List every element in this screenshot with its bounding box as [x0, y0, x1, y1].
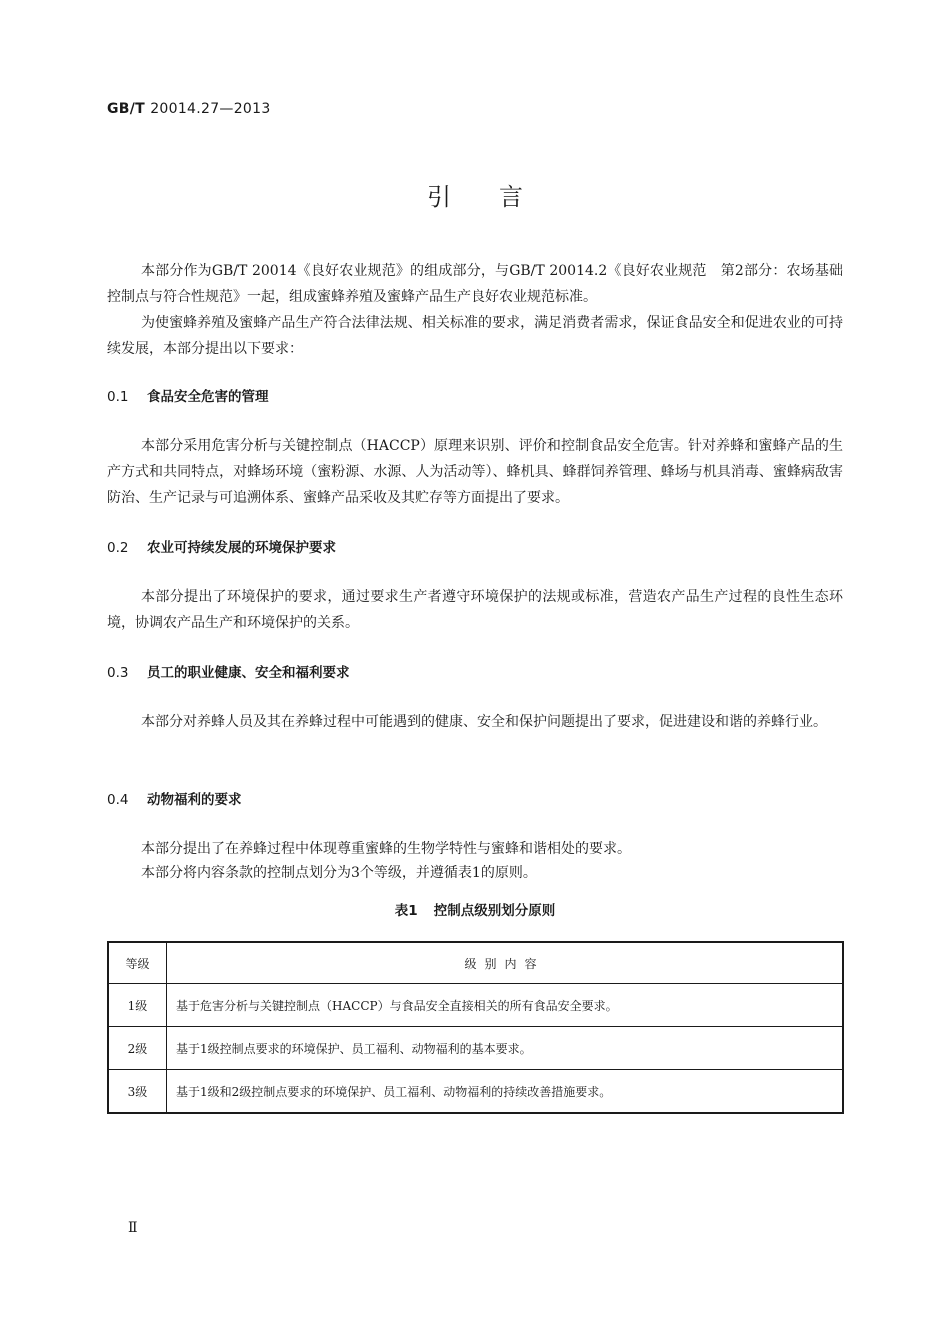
section-title: 动物福利的要求 [147, 792, 242, 808]
table-cell-level: 1级 [108, 984, 167, 1027]
section-number: 0.4 [107, 792, 129, 808]
table-row [108, 984, 843, 1027]
table-cell-level: 2级 [108, 1027, 167, 1070]
section-title: 农业可持续发展的环境保护要求 [147, 540, 336, 556]
section-heading [107, 662, 350, 684]
section-heading [107, 386, 269, 408]
section-paragraph: 本部分将内容条款的控制点划分为3个等级，并遵循表1的原则。 [141, 865, 537, 881]
table-cell-content: 基于1级控制点要求的环境保护、员工福利、动物福利的基本要求。 [167, 1027, 844, 1070]
section-paragraph: 本部分提出了在养蜂过程中体现尊重蜜蜂的生物学特性与蜜蜂和谐相处的要求。 [141, 841, 631, 857]
table-header-row [108, 942, 843, 984]
section-paragraph: 本部分提出了环境保护的要求，通过要求生产者遵守环境保护的法规或标准，营造农产品生产过程的良性生态环境，协调农产品生产和环境保护的关系。 [107, 589, 843, 631]
section-title: 食品安全危害的管理 [147, 389, 269, 405]
table-caption [0, 900, 950, 922]
standard-number: 20014.27—2013 [150, 101, 271, 117]
section-number: 0.2 [107, 540, 129, 556]
table-row [108, 1070, 843, 1114]
intro-paragraph: 为使蜜蜂养殖及蜜蜂产品生产符合法律法规、相关标准的要求，满足消费者需求，保证食品安全和促进农业的可持续发展，本部分提出以下要求： [107, 315, 843, 357]
section-heading [107, 537, 336, 559]
page-number: Ⅱ [128, 1220, 138, 1236]
page-title: 引言 [427, 183, 571, 211]
column-header-content: 级别内容 [167, 942, 844, 984]
table-caption-number: 表1 [394, 903, 418, 919]
section-number: 0.3 [107, 665, 129, 681]
section-heading [107, 789, 242, 811]
section-paragraph: 本部分采用危害分析与关键控制点（HACCP）原理来识别、评价和控制食品安全危害。针对养蜂和蜜蜂产品的生产方式和共同特点，对蜂场环境（蜜粉源、水源、人为活动等）、蜂机具、蜂群饲养管理、蜂场与机具消毒、蜜蜂病敌害防治、生产记录与可追溯体系、蜜蜂产品采收及其贮存等方面提出了要求。 [107, 438, 843, 506]
standard-prefix: GB/T [107, 101, 146, 117]
section-title: 员工的职业健康、安全和福利要求 [147, 665, 350, 681]
table-cell-level: 3级 [108, 1070, 167, 1114]
table-caption-title: 控制点级别划分原则 [433, 903, 556, 919]
table-cell-content: 基于1级和2级控制点要求的环境保护、员工福利、动物福利的持续改善措施要求。 [167, 1070, 844, 1114]
section-number: 0.1 [107, 389, 129, 405]
intro-paragraph: 本部分作为GB/T 20014《良好农业规范》的组成部分，与GB/T 20014.2《良好农业规范 第2部分：农场基础控制点与符合性规范》一起，组成蜜蜂养殖及蜜蜂产品生产良好农业规范标准。 [107, 263, 843, 305]
column-header-level: 等级 [108, 942, 167, 984]
standard-code [107, 101, 271, 117]
table-cell-content: 基于危害分析与关键控制点（HACCP）与食品安全直接相关的所有食品安全要求。 [167, 984, 844, 1027]
table-row [108, 1027, 843, 1070]
control-level-table [107, 941, 844, 1114]
section-paragraph: 本部分对养蜂人员及其在养蜂过程中可能遇到的健康、安全和保护问题提出了要求，促进建设和谐的养蜂行业。 [141, 714, 827, 730]
